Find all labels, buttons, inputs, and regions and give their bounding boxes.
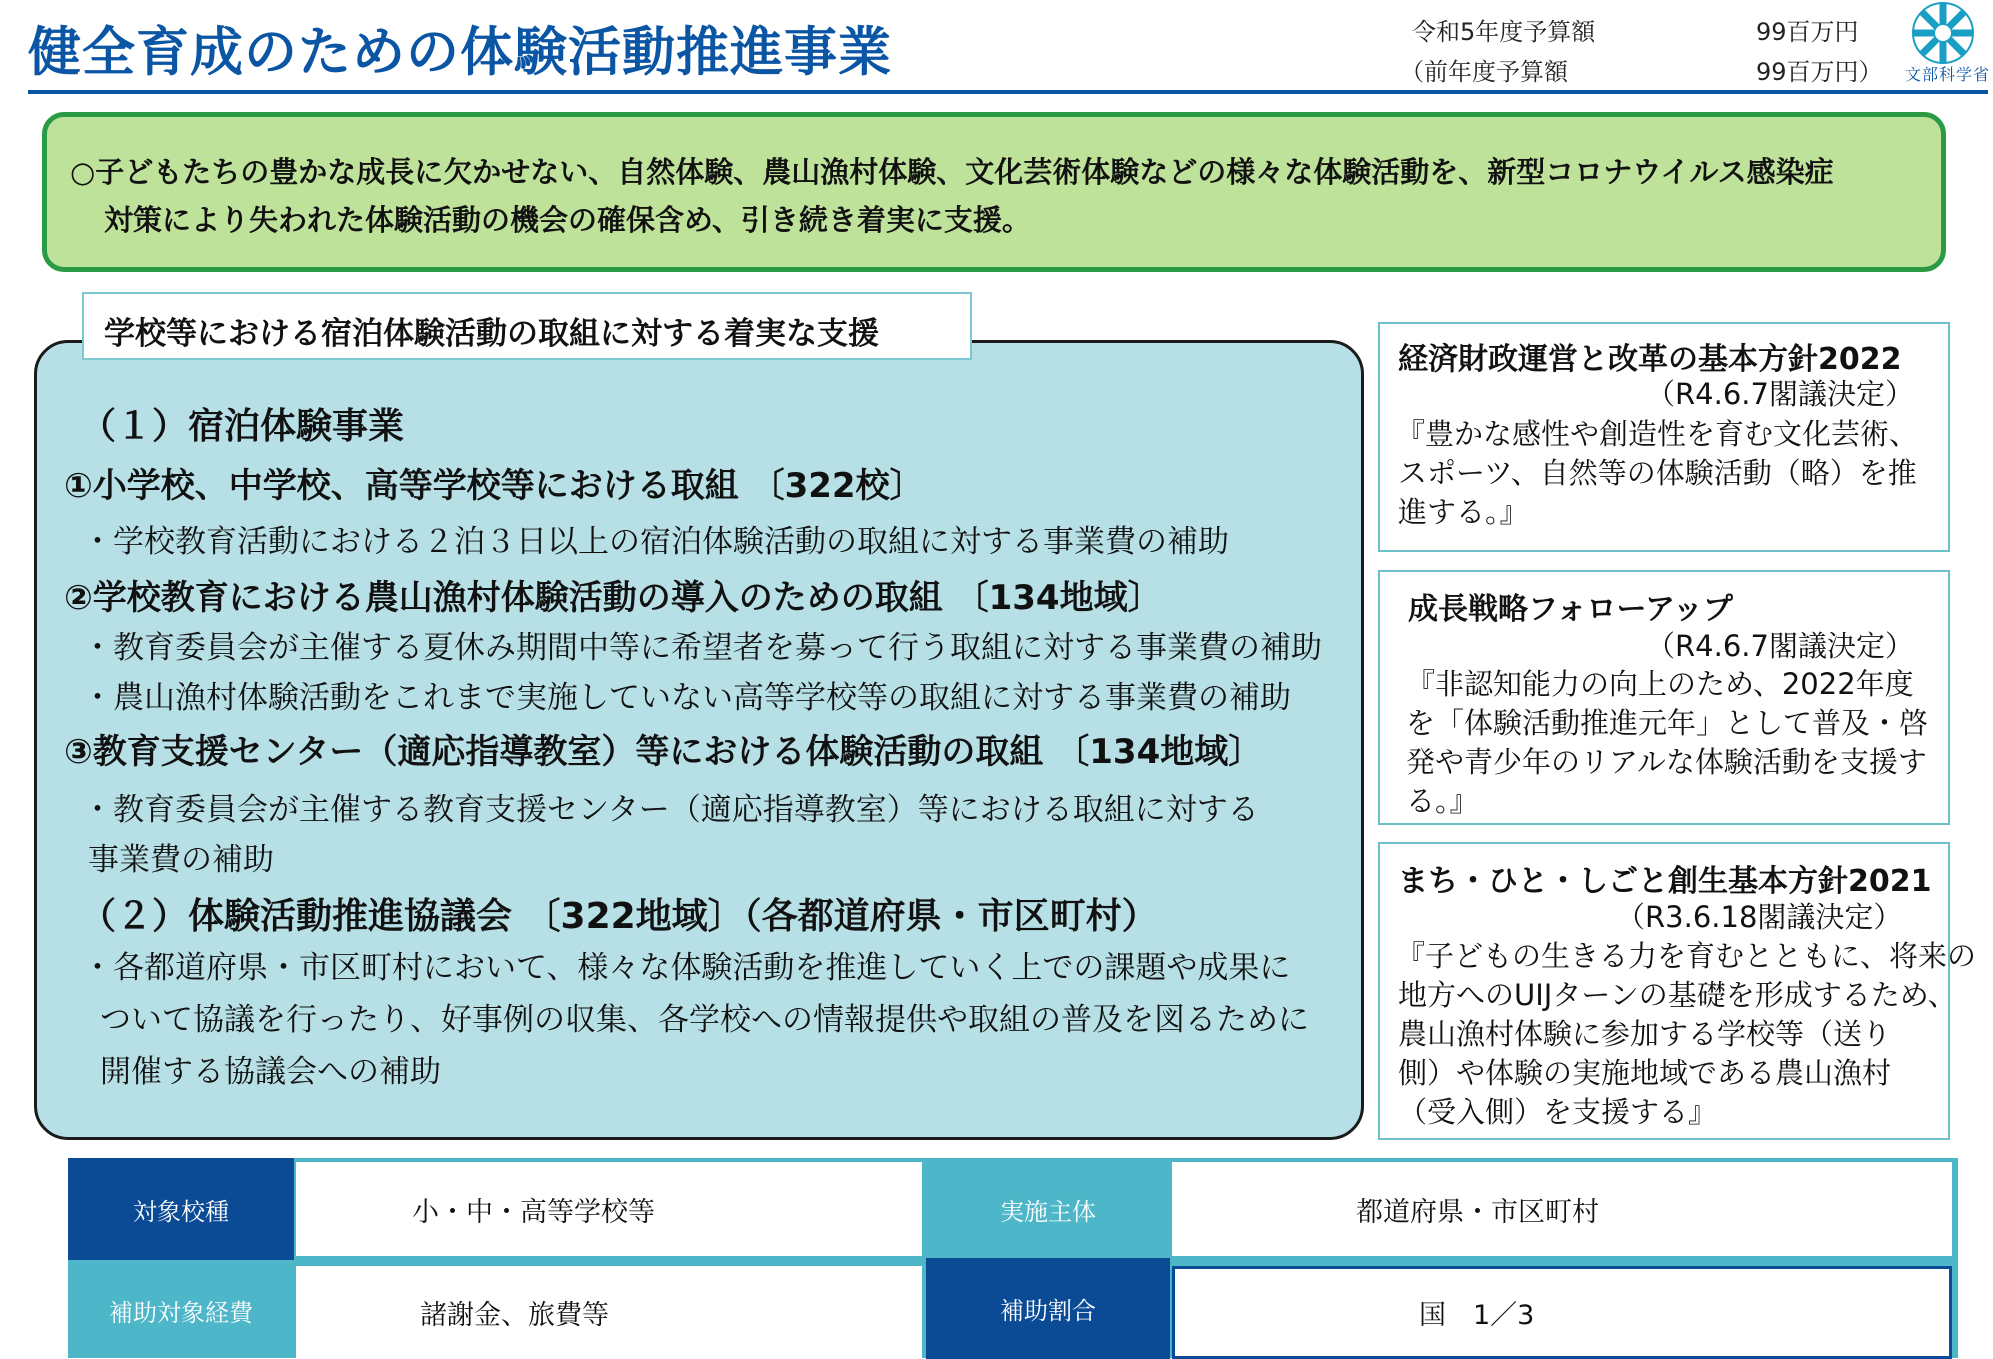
- ministry-logo-icon: [1910, 0, 1976, 66]
- implementer-value: 都道府県・市区町村: [1172, 1162, 1952, 1256]
- main-tab-heading: 学校等における宿泊体験活動の取組に対する着実な支援: [82, 292, 972, 360]
- subsidy-rate-value: 国 1／3: [1172, 1266, 1952, 1359]
- policy-box-2-date: （R4.6.7閣議決定）: [1646, 629, 1914, 663]
- section-1-heading: （１）宿泊体験事業: [80, 406, 405, 447]
- policy-box-3-date: （R3.6.18閣議決定）: [1616, 900, 1903, 934]
- expense-value: 諸謝金、旅費等: [296, 1266, 922, 1359]
- header-divider: [28, 90, 1988, 94]
- section-1b-item-1: ・教育委員会が主催する夏休み期間中等に希望者を募って行う取組に対する事業費の補助: [82, 630, 1322, 666]
- policy-box-3-title: まち・ひと・しごと創生基本方針2021: [1398, 864, 1932, 899]
- policy-box-3-line-5: （受入側）を支援する』: [1398, 1095, 1718, 1129]
- policy-box-2-line-2: を「体験活動推進元年」として普及・啓: [1406, 706, 1929, 740]
- budget-label: 令和5年度予算額: [1412, 18, 1596, 46]
- policy-box-1-line-3: 進する。』: [1398, 495, 1529, 529]
- policy-box-1-title: 経済財政運営と改革の基本方針2022: [1398, 342, 1902, 377]
- section-2-item-line-3: 開催する協議会への補助: [100, 1054, 441, 1090]
- prev-budget-value: 99百万円）: [1756, 58, 1883, 86]
- section-1b-heading: ②学校教育における農山漁村体験活動の導入のための取組 〔134地域〕: [64, 578, 1162, 618]
- section-2-item-line-1: ・各都道府県・市区町村において、様々な体験活動を推進していく上での課題や成果に: [82, 950, 1291, 986]
- policy-box-1-line-1: 『豊かな感性や創造性を育む文化芸術、: [1396, 417, 1919, 451]
- summary-text: [70, 148, 1920, 244]
- policy-box-3-line-1: 『子どもの生きる力を育むとともに、将来の: [1396, 939, 1977, 973]
- page-title: 健全育成のための体験活動推進事業: [28, 22, 892, 83]
- policy-box-2-line-4: る。』: [1406, 784, 1479, 818]
- summary-line-1: ○子どもたちの豊かな成長に欠かせない、自然体験、農山漁村体験、文化芸術体験などの様々な体験活動を、新型コロナウイルス感染症: [70, 155, 1834, 189]
- section-1c-heading: ③教育支援センター（適応指導教室）等における体験活動の取組 〔134地域〕: [64, 732, 1263, 772]
- budget-value: 99百万円: [1756, 18, 1859, 46]
- policy-box-2-title: 成長戦略フォローアップ: [1408, 592, 1733, 627]
- policy-box-3-line-2: 地方へのUIJターンの基礎を形成するため、: [1398, 978, 1957, 1012]
- policy-box-2-line-1: 『非認知能力の向上のため、2022年度: [1406, 667, 1914, 701]
- policy-box-3-line-3: 農山漁村体験に参加する学校等（送り: [1398, 1017, 1892, 1051]
- policy-box-2-line-3: 発や青少年のリアルな体験活動を支援す: [1406, 745, 1927, 779]
- section-1c-item-line-2: 事業費の補助: [88, 842, 274, 878]
- section-2-heading: （２）体験活動推進協議会 〔322地域〕（各都道府県・市区町村）: [80, 896, 1158, 937]
- target-school-label: 対象校種: [68, 1158, 294, 1260]
- subsidy-rate-label: 補助割合: [926, 1258, 1170, 1359]
- expense-label: 補助対象経費: [68, 1262, 294, 1358]
- target-school-value: 小・中・高等学校等: [296, 1162, 922, 1256]
- section-2-item-line-2: ついて協議を行ったり、好事例の収集、各学校への情報提供や取組の普及を図るために: [100, 1002, 1309, 1038]
- prev-budget-label: （前年度予算額: [1400, 58, 1568, 86]
- section-1a-item: ・学校教育活動における２泊３日以上の宿泊体験活動の取組に対する事業費の補助: [82, 524, 1229, 560]
- section-1b-item-2: ・農山漁村体験活動をこれまで実施していない高等学校等の取組に対する事業費の補助: [82, 680, 1291, 716]
- section-1c-item-line-1: ・教育委員会が主催する教育支援センター（適応指導教室）等における取組に対する: [82, 792, 1259, 828]
- implementer-label: 実施主体: [926, 1158, 1170, 1260]
- policy-box-1-line-2: スポーツ、自然等の体験活動（略）を推: [1398, 456, 1917, 490]
- summary-line-2: 対策により失われた体験活動の機会の確保含め、引き続き着実に支援。: [104, 203, 1031, 237]
- policy-box-1-date: （R4.6.7閣議決定）: [1646, 377, 1914, 411]
- ministry-name: 文部科学省: [1905, 65, 1991, 84]
- section-1a-heading: ①小学校、中学校、高等学校等における取組 〔322校〕: [64, 466, 924, 506]
- policy-box-3-line-4: 側）や体験の実施地域である農山漁村: [1398, 1056, 1892, 1090]
